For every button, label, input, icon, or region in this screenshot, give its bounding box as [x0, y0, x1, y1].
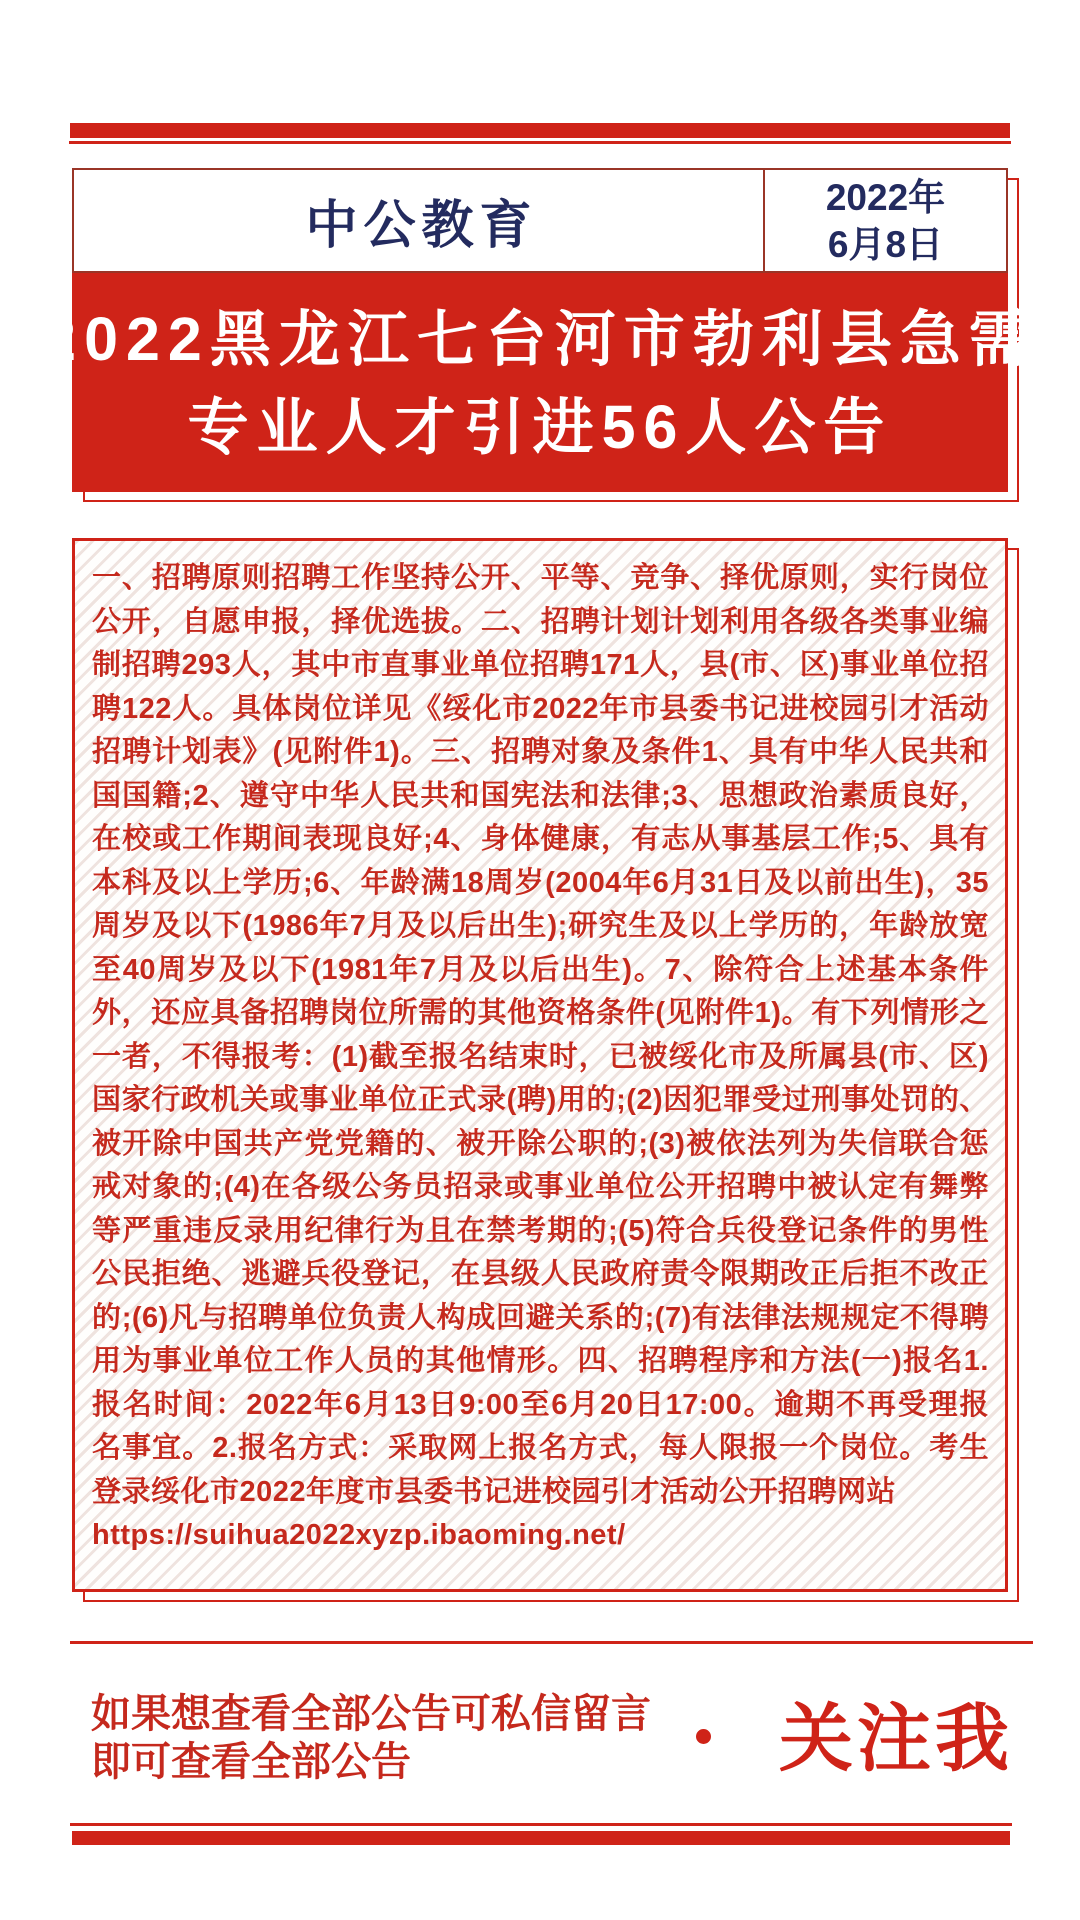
bottom-accent-line	[70, 1823, 1012, 1826]
announcement-line: 周岁及以下(1986年7月及以后出生);研究生及以上学历的，年龄放宽	[92, 910, 989, 942]
top-accent-line	[69, 141, 1011, 144]
announcement-line: 一者，不得报考：(1)截至报名结束时，已被绥化市及所属县(市、区)	[92, 1040, 989, 1073]
announcement-title-line1: 2022黑龙江七台河市勃利县急需	[42, 304, 1038, 373]
announcement-line: 外，还应具备招聘岗位所需的其他资格条件(见附件1)。有下列情形之	[92, 997, 989, 1029]
announcement-line: 的;(6)凡与招聘单位负责人构成回避关系的;(7)有法律法规规定不得聘	[92, 1301, 989, 1334]
announcement-line: 用为事业单位工作人员的其他情形。四、招聘程序和方法(一)报名1.	[92, 1345, 989, 1377]
brand-cell	[74, 170, 763, 271]
date-box	[765, 170, 1006, 271]
footer-note	[91, 1690, 651, 1786]
announcement-title-line2: 专业人才引进56人公告	[187, 392, 893, 461]
announcement-line: 国家行政机关或事业单位正式录(聘)用的;(2)因犯罪受过刑事处罚的、	[92, 1084, 989, 1116]
footer-divider	[70, 1641, 1033, 1644]
announcement-line: 公开，自愿申报，择优选拔。二、招聘计划计划利用各级各类事业编	[92, 605, 989, 638]
announcement-line: 聘122人。具体岗位详见《绥化市2022年市县委书记进校园引才活动	[92, 692, 989, 725]
footer-note-line2: 即可查看全部公告	[91, 1740, 411, 1784]
announcement-line: 被开除中国共产党党籍的、被开除公职的;(3)被依法列为失信联合惩	[92, 1127, 989, 1160]
announcement-line: 至40周岁及以下(1981年7月及以后出生)。7、除符合上述基本条件	[92, 953, 989, 986]
announcement-line: 登录绥化市2022年度市县委书记进校园引才活动公开招聘网站	[92, 1475, 897, 1508]
announcement-text	[72, 538, 1008, 1592]
date-day: 6月8日	[827, 223, 944, 265]
announcement-line: 制招聘293人，其中市直事业单位招聘171人，县(市、区)事业单位招	[92, 649, 989, 681]
header-group-main	[42, 168, 1038, 492]
announcement-line: https://suihua2022xyzp.ibaoming.net/	[92, 1519, 626, 1551]
announcement-line: 一、招聘原则招聘工作坚持公开、平等、竞争、择优原则，实行岗位	[92, 562, 989, 594]
announcement-line: 公民拒绝、逃避兵役登记，在县级人民政府责令限期改正后拒不改正	[92, 1258, 989, 1290]
date-year: 2022年	[825, 176, 946, 218]
masthead	[72, 168, 1008, 273]
bottom-accent-bar	[72, 1831, 1010, 1845]
announcement-line: 戒对象的;(4)在各级公务员招录或事业单位公开招聘中被认定有舞弊	[92, 1171, 989, 1203]
announcement-body	[72, 538, 1008, 1592]
announcement-line: 在校或工作期间表现良好;4、身体健康，有志从事基层工作;5、具有	[92, 823, 989, 855]
footer-note-line1: 如果想查看全部公告可私信留言	[91, 1692, 651, 1736]
announcement-line: 名事宜。2.报名方式：采取网上报名方式，每人限报一个岗位。考生	[92, 1432, 989, 1464]
title-banner	[42, 273, 1038, 492]
announcement-line: 等严重违反录用纪律行为且在禁考期的;(5)符合兵役登记条件的男性	[92, 1214, 989, 1247]
announcement-line: 本科及以上学历;6、年龄满18周岁(2004年6月31日及以前出生)，35	[92, 866, 989, 899]
announcement-line: 招聘计划表》(见附件1)。三、招聘对象及条件1、具有中华人民共和	[92, 736, 989, 768]
announcement-line: 报名时间：2022年6月13日9:00至6月20日17:00。逾期不再受理报	[92, 1388, 989, 1421]
follow-me-cta[interactable]: 关注我	[779, 1697, 1013, 1780]
top-accent-bar	[70, 123, 1010, 138]
bullet-dot-icon	[696, 1729, 711, 1744]
brand-title: 中公教育	[305, 197, 538, 255]
announcement-line: 国国籍;2、遵守中华人民共和国宪法和法律;3、思想政治素质良好，	[92, 779, 989, 812]
header-group	[42, 168, 1038, 492]
